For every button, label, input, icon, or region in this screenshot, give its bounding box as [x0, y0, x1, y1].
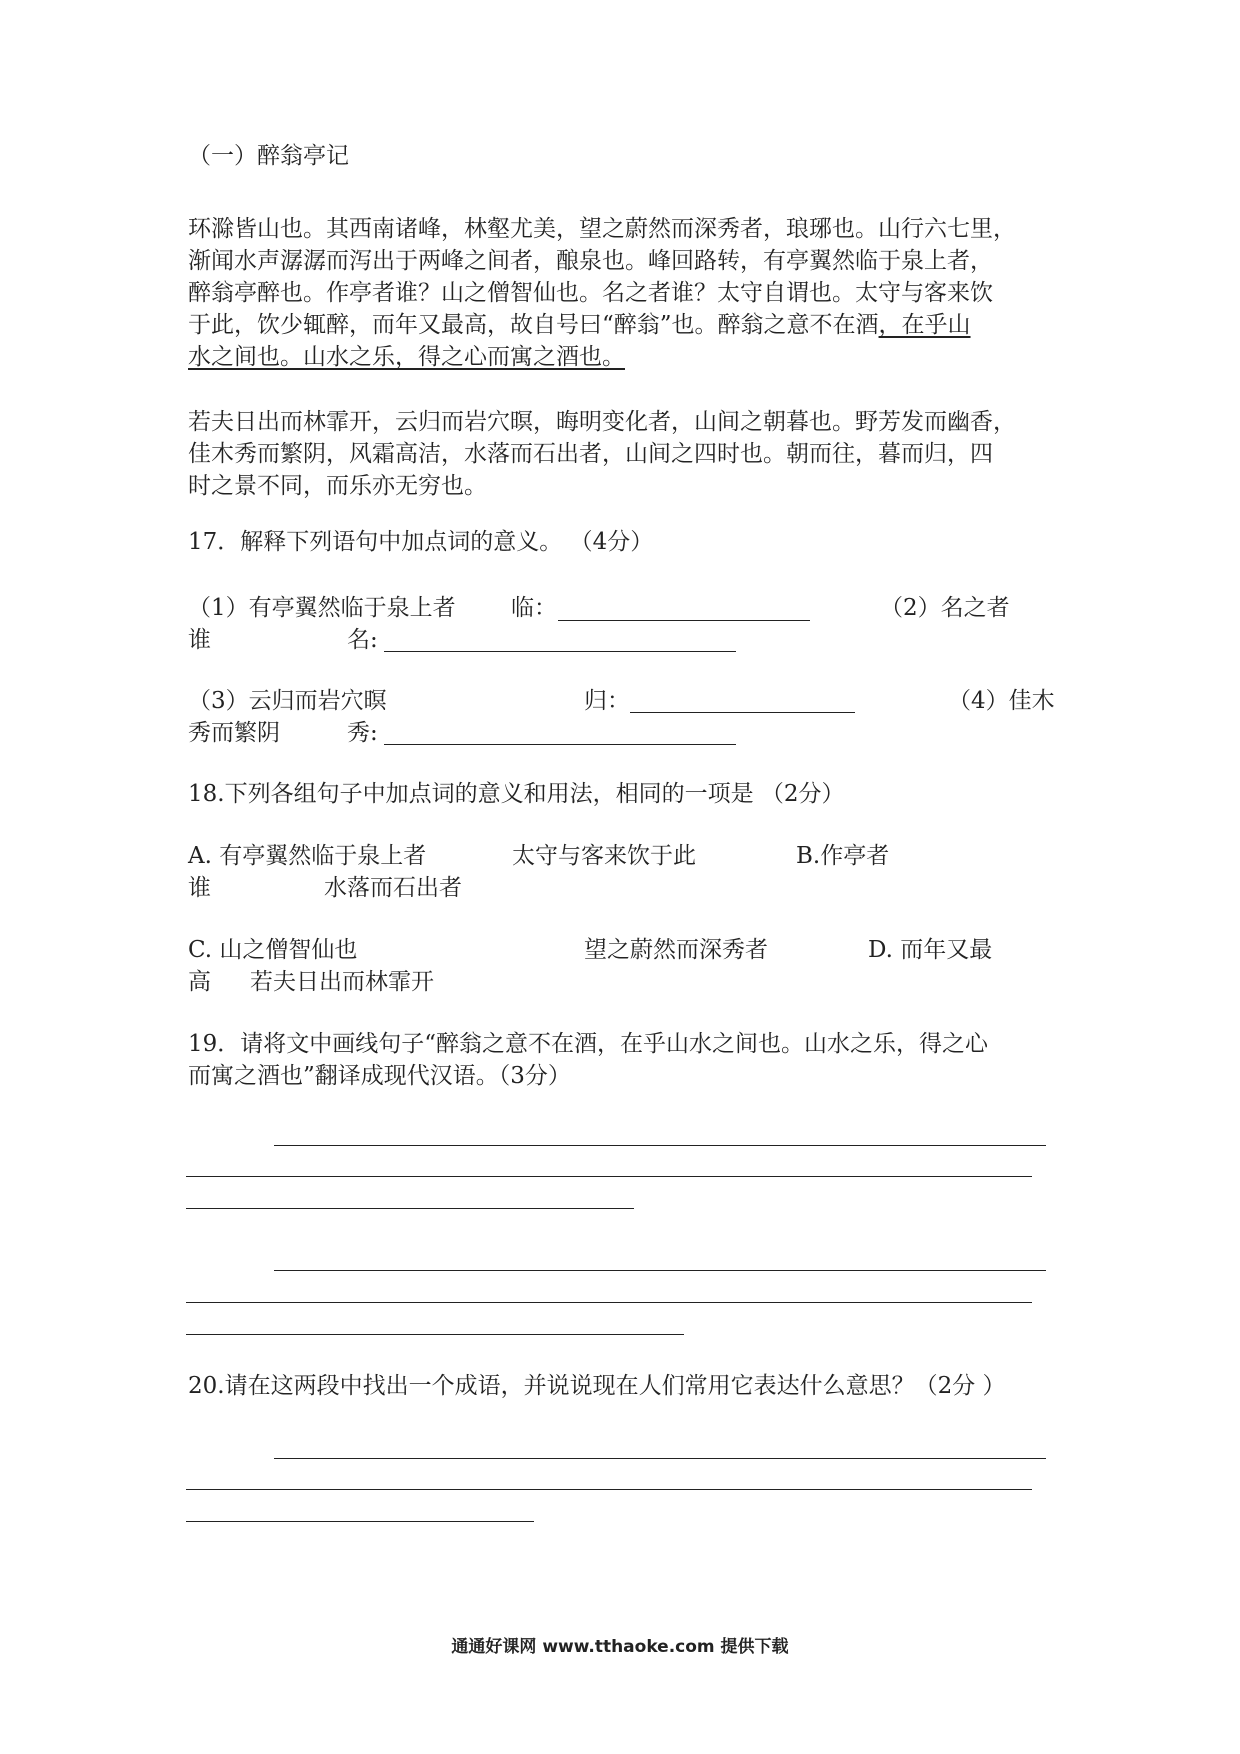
passage-line: [188, 309, 1058, 341]
q18-option-d-first: D. 而年又最: [868, 937, 993, 963]
section-title: （一）醉翁亭记: [188, 143, 349, 169]
q19-answer-line[interactable]: [274, 1270, 1046, 1271]
q19-stem-line-1: 19．请将文中画线句子“醉翁之意不在酒，在乎山水之间也。山水之乐，得之心: [188, 1031, 989, 1057]
passage-2: [188, 406, 1058, 502]
q17-item4-sentence: （4）佳木: [948, 688, 1055, 714]
q18-option-a-first: A. 有亭翼然临于泉上者: [188, 843, 427, 869]
q19-answer-line[interactable]: [186, 1302, 1032, 1303]
underlined-sentence: 水之间也。山水之乐，得之心而寓之酒也。: [188, 344, 625, 370]
q18-option-b-first: B.作亭者: [796, 843, 890, 869]
q17-item1-word: 临：: [511, 595, 557, 621]
q17-item2-answer-blank[interactable]: [384, 651, 736, 652]
q20-stem: 20.请在这两段中找出一个成语，并说说现在人们常用它表达什么意思？（2分 ）: [188, 1373, 1006, 1399]
q18-option-c-second: 望之蔚然而深秀者: [584, 937, 768, 963]
passage-line: 若夫日出而林霏开，云归而岩穴暝，晦明变化者，山间之朝暮也。野芳发而幽香，: [188, 409, 1016, 435]
q19-answer-line[interactable]: [186, 1208, 634, 1209]
q18-option-d-wrap: 高: [188, 969, 211, 995]
q18-option-a-second: 太守与客来饮于此: [512, 843, 696, 869]
q17-item3-sentence: （3）云归而岩穴暝: [188, 688, 387, 714]
q17-stem: 17．解释下列语句中加点词的意义。 （4分）: [188, 529, 654, 555]
passage-line: 佳木秀而繁阴，风霜高洁，水落而石出者，山间之四时也。朝而往，暮而归，四: [188, 441, 993, 467]
passage-line: [188, 341, 1058, 373]
q18-option-d-second: 若夫日出而林霏开: [250, 969, 434, 995]
footer-source: 通通好课网 www.tthaoke.com 提供下载: [451, 1637, 789, 1657]
q19-answer-line[interactable]: [274, 1145, 1046, 1146]
underlined-sentence: ，在乎山: [878, 312, 971, 338]
q17-item4-answer-blank[interactable]: [384, 744, 736, 745]
q18-option-b-wrap: 谁: [188, 875, 211, 901]
q18-option-c-first: C. 山之僧智仙也: [188, 937, 358, 963]
passage-line: 渐闻水声潺潺而泻出于两峰之间者，酿泉也。峰回路转，有亭翼然临于泉上者，: [188, 248, 993, 274]
passage-text: 于此，饮少辄醉，而年又最高，故自号曰“醉翁”也。醉翁之意不在酒: [188, 312, 879, 338]
q17-item3-answer-blank[interactable]: [630, 712, 855, 713]
q20-answer-line[interactable]: [274, 1458, 1046, 1459]
q17-item3-word: 归：: [584, 688, 630, 714]
q19-stem-line-2: 而寓之酒也”翻译成现代汉语。（3分）: [188, 1063, 571, 1089]
q20-answer-line[interactable]: [186, 1489, 1032, 1490]
passage-line: 环滁皆山也。其西南诸峰，林壑尤美，望之蔚然而深秀者，琅琊也。山行六七里，: [188, 216, 1016, 242]
q17-item4-word: 秀:: [347, 720, 378, 746]
q19-answer-line[interactable]: [186, 1334, 684, 1335]
passage-line: 时之景不同，而乐亦无穷也。: [188, 473, 487, 499]
q19-answer-line[interactable]: [186, 1176, 1032, 1177]
q17-item2-word: 名:: [347, 627, 378, 653]
q17-item1-answer-blank[interactable]: [558, 620, 810, 621]
q17-item4-wrap: 秀而繁阴: [188, 720, 280, 746]
passage-1: [188, 213, 1058, 373]
q18-option-b-second: 水落而石出者: [324, 875, 462, 901]
passage-line: 醉翁亭醉也。作亭者谁？山之僧智仙也。名之者谁？太守自谓也。太守与客来饮: [188, 280, 993, 306]
q17-item1-sentence: （1）有亭翼然临于泉上者: [188, 595, 456, 621]
q17-item2-sentence: （2）名之者: [880, 595, 1010, 621]
q17-item2-wrap: 谁: [188, 627, 211, 653]
q18-stem: 18.下列各组句子中加点词的意义和用法，相同的一项是 （2分）: [188, 781, 845, 807]
q20-answer-line[interactable]: [186, 1521, 534, 1522]
